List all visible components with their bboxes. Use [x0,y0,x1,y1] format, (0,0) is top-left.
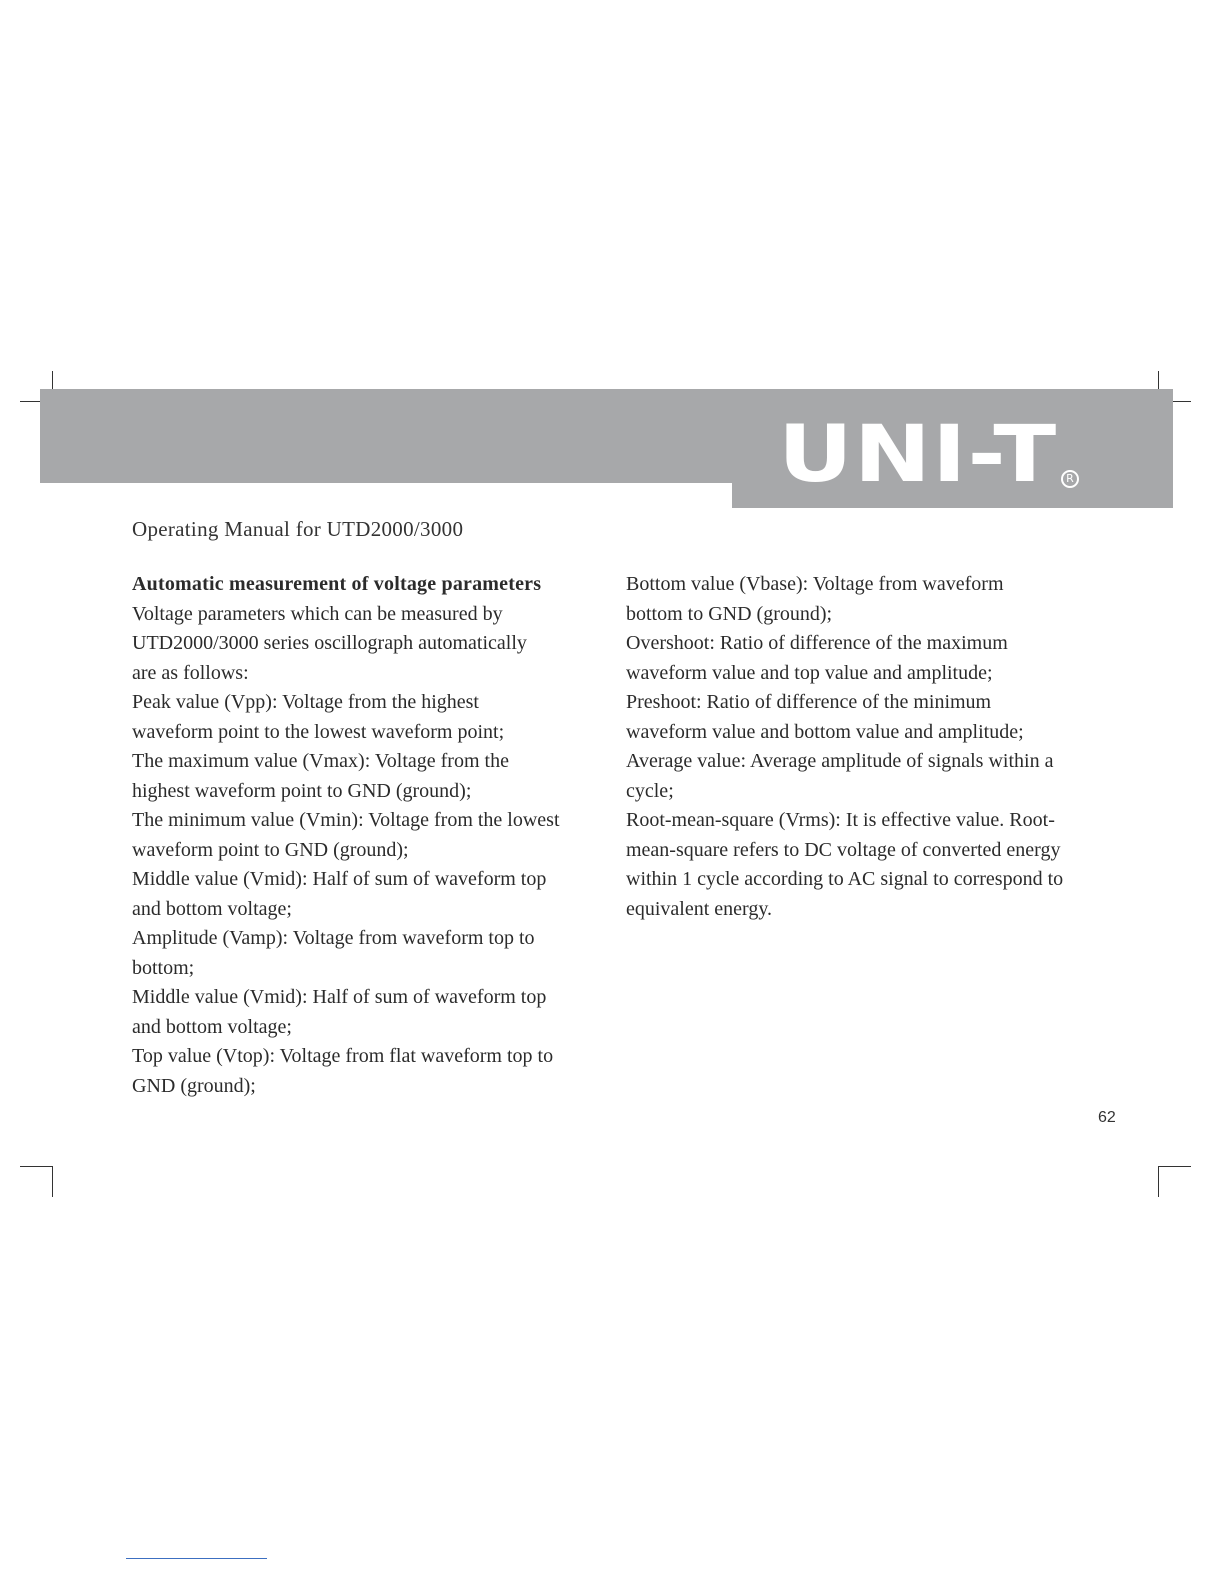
text-line: UTD2000/3000 series oscillograph automatically [132,632,527,654]
crop-mark-top-right-horizontal [1173,401,1191,402]
bottom-rule [126,1558,267,1559]
text-line: waveform point to the lowest waveform point; [132,720,505,743]
text-line: Peak value (Vpp): Voltage from the highest [132,691,479,713]
text-line: are as follows: [132,661,249,684]
crop-mark-bottom-left-horizontal [20,1166,53,1167]
text-line: Average value: Average amplitude of signals within a [626,750,1054,772]
text-line: Preshoot: Ratio of difference of the minimum [626,691,992,713]
text-line: highest waveform point to GND (ground); [132,779,472,802]
brand-logo-text: UNI-T [778,410,1058,500]
crop-mark-top-right-vertical [1158,371,1159,389]
text-line: cycle; [626,779,674,802]
text-line: mean-square refers to DC voltage of converted energy [626,838,1061,861]
text-line: bottom to GND (ground); [626,602,833,625]
crop-mark-top-left-horizontal [20,401,40,402]
text-line: waveform value and bottom value and amplitude; [626,720,1024,743]
page-number: 62 [1098,1109,1116,1126]
crop-mark-bottom-right-vertical [1158,1166,1159,1197]
text-line: within 1 cycle according to AC signal to correspond to [626,868,1064,890]
text-line: Root-mean-square (Vrms): It is effective value. Root- [626,809,1055,831]
text-line: Bottom value (Vbase): Voltage from waveform [626,573,1004,595]
text-line: equivalent energy. [626,897,773,920]
text-line: Top value (Vtop): Voltage from flat waveform top to [132,1045,554,1067]
text-line: waveform value and top value and amplitude; [626,661,993,684]
crop-mark-bottom-left-vertical [52,1166,53,1197]
text-line: GND (ground); [132,1074,256,1097]
text-line: The maximum value (Vmax): Voltage from the [132,750,509,772]
crop-mark-bottom-right-horizontal [1158,1166,1191,1167]
brand-logo [778,410,1058,500]
registered-mark-icon: R [1061,470,1079,488]
text-line: and bottom voltage; [132,1015,292,1038]
text-line: Middle value (Vmid): Half of sum of waveform top [132,986,547,1008]
text-line: Voltage parameters which can be measured by [132,602,503,625]
text-line: waveform point to GND (ground); [132,838,409,861]
text-line: Middle value (Vmid): Half of sum of waveform top [132,868,547,890]
crop-mark-top-left-vertical [52,371,53,389]
text-line: bottom; [132,956,195,979]
text-line: and bottom voltage; [132,897,292,920]
document-title: Operating Manual for UTD2000/3000 [132,517,464,541]
text-line: Amplitude (Vamp): Voltage from waveform top to [132,927,535,949]
left-column [132,570,612,1101]
text-line: The minimum value (Vmin): Voltage from the lowest [132,809,560,831]
section-heading: Automatic measurement of voltage parameters [132,573,542,595]
right-column [626,570,1106,924]
text-line: Overshoot: Ratio of difference of the maximum [626,632,1008,654]
